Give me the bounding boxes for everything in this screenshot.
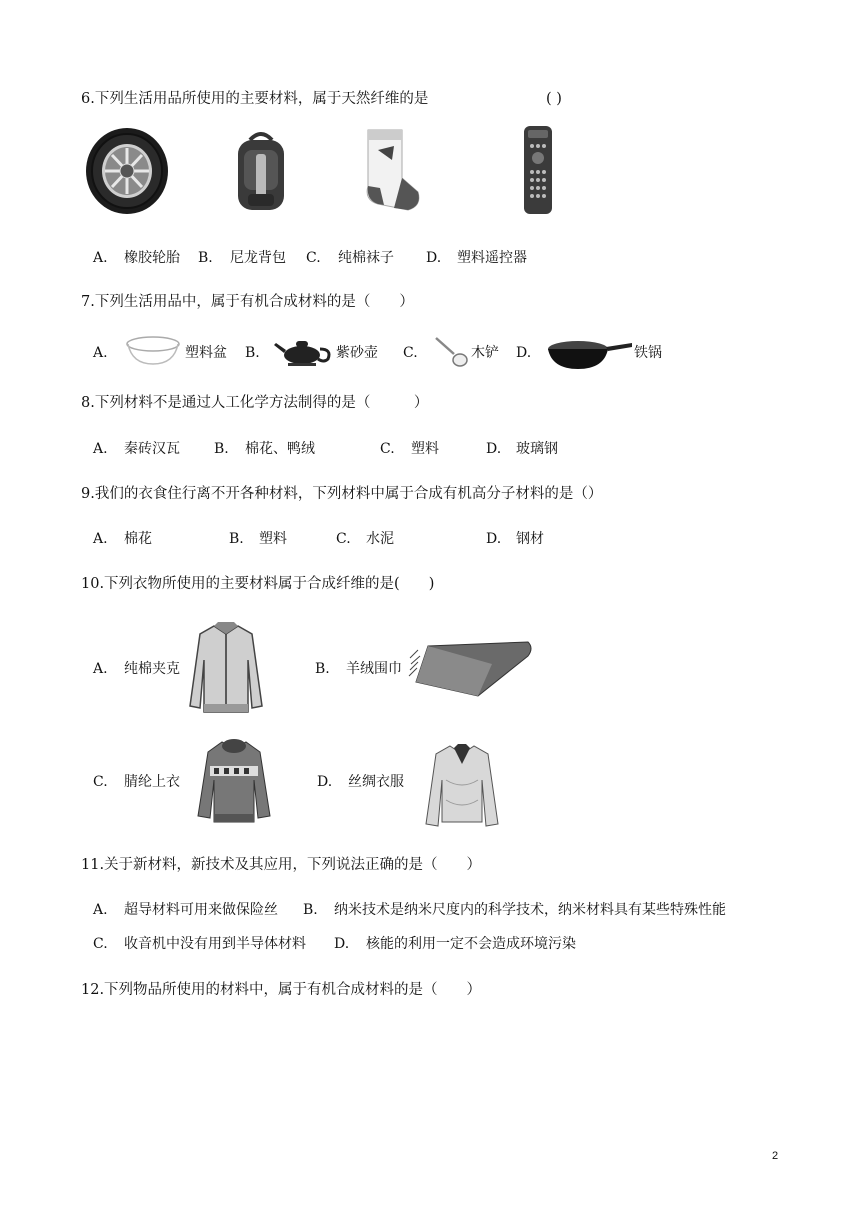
q7-option-c-letter: C. — [403, 345, 418, 361]
q6-answer-paren: ( ) — [546, 91, 562, 107]
q10-option-d-letter: D. — [317, 774, 333, 790]
q6-option-b-letter: B. — [198, 250, 213, 266]
q10-option-d-text: 丝绸衣服 — [348, 774, 404, 790]
q9-option-c-text: 水泥 — [366, 531, 394, 547]
q9-option-b-letter: B. — [229, 531, 244, 547]
q8-option-b-text: 棉花、鸭绒 — [245, 441, 315, 457]
q8-option-c-letter: C. — [380, 441, 395, 457]
q11-option-d-text: 核能的利用一定不会造成环境污染 — [366, 936, 576, 952]
q7-option-c-text: 木铲 — [471, 345, 499, 361]
q11-option-a-text: 超导材料可用来做保险丝 — [124, 902, 278, 918]
q7-option-a-text: 塑料盆 — [185, 345, 227, 361]
q9-option-b-text: 塑料 — [259, 531, 287, 547]
q7-option-d-letter: D. — [516, 345, 532, 361]
remote-control-icon — [520, 124, 556, 216]
q7-stem: 7.下列生活用品中，属于有机合成材料的是（ ） — [81, 294, 414, 310]
q9-option-a-text: 棉花 — [124, 531, 152, 547]
q8-option-d-letter: D. — [486, 441, 502, 457]
q11-option-c-letter: C. — [93, 936, 108, 952]
q8-option-a-text: 秦砖汉瓦 — [124, 441, 180, 457]
backpack-icon — [230, 128, 292, 214]
q9-option-d-text: 钢材 — [516, 531, 544, 547]
q11-option-a-letter: A. — [93, 902, 108, 918]
q9-option-c-letter: C. — [336, 531, 351, 547]
q8-option-b-letter: B. — [214, 441, 229, 457]
q8-stem: 8.下列材料不是通过人工化学方法制得的是（ ） — [81, 395, 429, 411]
q6-option-c-letter: C. — [306, 250, 321, 266]
acrylic-sweater-icon — [196, 736, 272, 826]
q10-option-c-letter: C. — [93, 774, 108, 790]
q7-option-a-letter: A. — [93, 345, 108, 361]
q9-option-d-letter: D. — [486, 531, 502, 547]
q6-option-c-text: 纯棉袜子 — [338, 250, 394, 266]
cotton-jacket-icon — [186, 620, 266, 716]
q6-option-d-text: 塑料遥控器 — [457, 250, 527, 266]
q10-option-b-text: 羊绒围巾 — [346, 661, 402, 677]
q9-stem: 9.我们的衣食住行离不开各种材料，下列材料中属于合成有机高分子材料的是（） — [81, 486, 603, 502]
q6-option-b-text: 尼龙背包 — [230, 250, 286, 266]
q10-option-a-letter: A. — [93, 661, 108, 677]
q10-option-c-text: 腈纶上衣 — [124, 774, 180, 790]
q10-stem: 10.下列衣物所使用的主要材料属于合成纤维的是( ) — [81, 576, 435, 592]
page-number: 2 — [772, 1150, 779, 1162]
tire-icon — [84, 127, 170, 215]
q11-option-c-text: 收音机中没有用到半导体材料 — [124, 936, 306, 952]
q12-stem: 12.下列物品所使用的材料中，属于有机合成材料的是（ ） — [81, 982, 482, 998]
teapot-icon — [272, 333, 334, 367]
q7-option-b-letter: B. — [245, 345, 260, 361]
q8-option-a-letter: A. — [93, 441, 108, 457]
q10-option-b-letter: B. — [315, 661, 330, 677]
q9-option-a-letter: A. — [93, 531, 108, 547]
q7-option-d-text: 铁锅 — [634, 345, 662, 361]
q11-option-d-letter: D. — [334, 936, 350, 952]
q6-option-d-letter: D. — [426, 250, 442, 266]
q6-stem: 6.下列生活用品所使用的主要材料，属于天然纤维的是 — [81, 91, 429, 107]
q11-stem: 11.关于新材料，新技术及其应用，下列说法正确的是（ ） — [81, 857, 482, 873]
q8-option-c-text: 塑料 — [411, 441, 439, 457]
q10-option-a-text: 纯棉夹克 — [124, 661, 180, 677]
q8-option-d-text: 玻璃钢 — [516, 441, 558, 457]
q11-option-b-letter: B. — [303, 902, 318, 918]
wooden-spatula-icon — [432, 334, 472, 370]
wok-icon — [546, 333, 634, 371]
sock-icon — [358, 126, 424, 216]
plastic-basin-icon — [124, 334, 182, 368]
q6-option-a-text: 橡胶轮胎 — [124, 250, 180, 266]
silk-blouse-icon — [424, 740, 500, 828]
q6-option-a-letter: A. — [93, 250, 108, 266]
q7-option-b-text: 紫砂壶 — [336, 345, 378, 361]
q11-option-b-text: 纳米技术是纳米尺度内的科学技术，纳米材料具有某些特殊性能 — [334, 902, 726, 918]
cashmere-scarf-icon — [408, 638, 536, 700]
